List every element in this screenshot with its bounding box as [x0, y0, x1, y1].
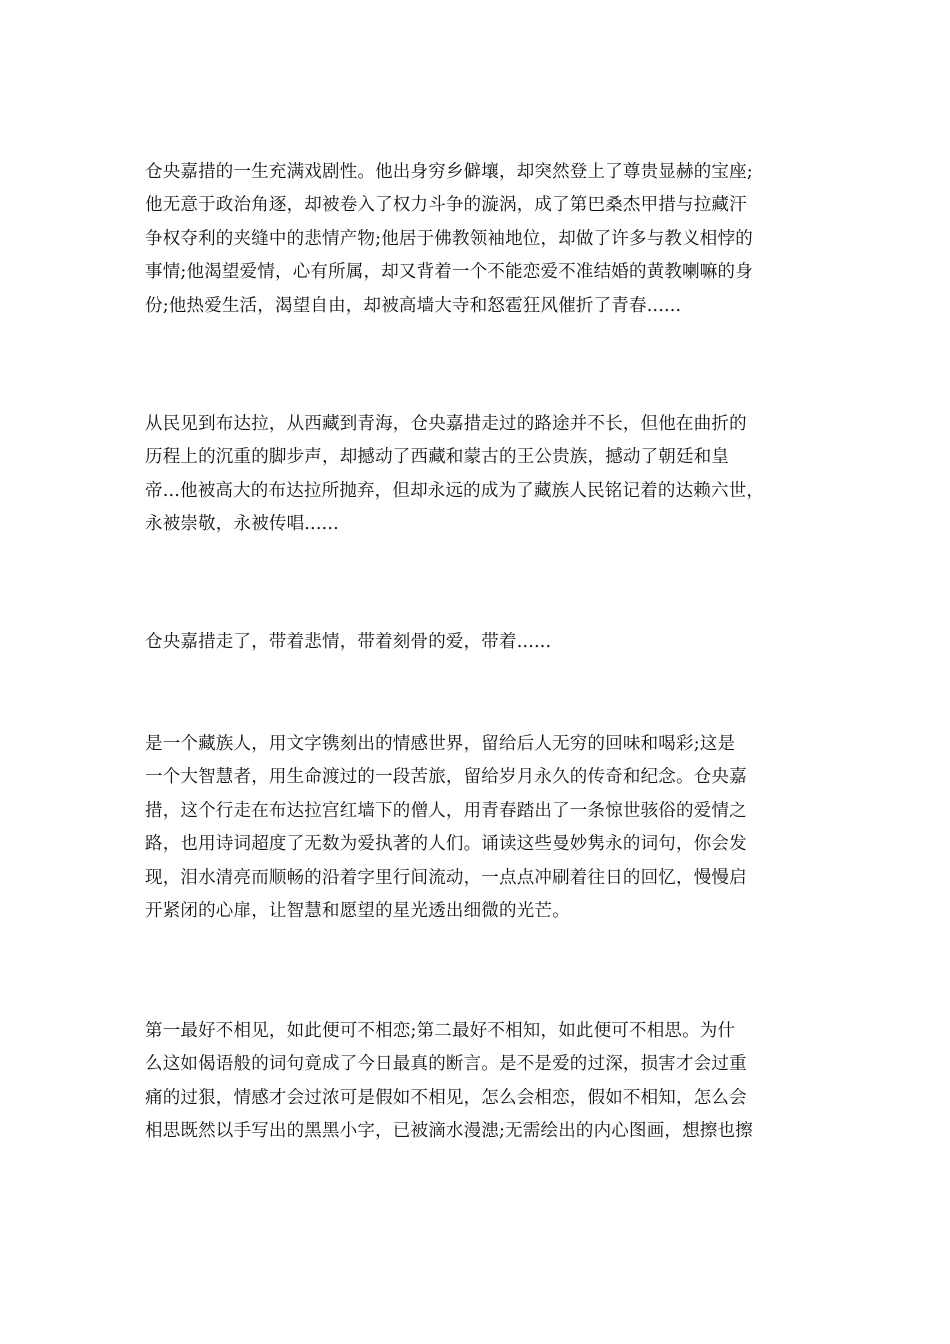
text-line: 措，这个行走在布达拉宫红墙下的僧人，用青春踏出了一条惊世骇俗的爱情之 [145, 800, 747, 821]
text-line: 争权夺利的夹缝中的悲情产物;他居于佛教领袖地位，却做了许多与教义相悖的 [145, 228, 753, 249]
text-line: 仓央嘉措的一生充满戏剧性。他出身穷乡僻壤，却突然登上了尊贵显赫的宝座; [145, 162, 753, 182]
text-line: 帝...他被高大的布达拉所抛弃，但却永远的成为了藏族人民铭记着的达赖六世， [145, 480, 765, 501]
text-line: 他无意于政治角逐，却被卷入了权力斗争的漩涡，成了第巴桑杰甲措与拉藏汗 [145, 195, 747, 216]
text-line: 开紧闭的心扉，让智慧和愿望的星光透出细微的光芒。 [145, 901, 570, 922]
paragraph-2 [145, 408, 817, 542]
paragraph-4 [145, 728, 817, 928]
paragraph-3 [145, 626, 817, 659]
text-line: 份;他热爱生活，渴望自由，却被高墙大寺和怒雹狂风催折了青春...... [145, 295, 682, 316]
text-line: 永被崇敬，永被传唱...... [145, 514, 339, 535]
text-line: 历程上的沉重的脚步声，却撼动了西藏和蒙古的王公贵族，撼动了朝廷和皇 [145, 447, 730, 468]
text-line: 路，也用诗词超度了无数为爱执著的人们。诵读这些曼妙隽永的词句，你会发 [145, 834, 747, 855]
text-line: 仓央嘉措走了，带着悲情，带着刻骨的爱，带着...... [145, 632, 552, 652]
text-line: 相思既然以手写出的黑黑小字，已被滴水漫漶;无需绘出的内心图画，想擦也擦 [145, 1121, 753, 1142]
text-line: 一个大智慧者，用生命渡过的一段苦旅，留给岁月永久的传奇和纪念。仓央嘉 [145, 767, 747, 788]
text-line: 现，泪水清亮而顺畅的沿着字里行间流动，一点点冲刷着往日的回忆，慢慢启 [145, 867, 747, 888]
text-line: 是一个藏族人，用文字镌刻出的情感世界，留给后人无穷的回味和喝彩;这是 [145, 734, 736, 754]
text-line: 第一最好不相见，如此便可不相恋;第二最好不相知，如此便可不相思。为什 [145, 1021, 736, 1041]
text-line: 么这如偈语般的词句竟成了今日最真的断言。是不是爱的过深，损害才会过重 [145, 1054, 747, 1075]
paragraph-1 [145, 156, 817, 323]
text-line: 从民见到布达拉，从西藏到青海，仓央嘉措走过的路途并不长，但他在曲折的 [145, 414, 747, 434]
paragraph-5 [145, 1015, 817, 1149]
text-line: 事情;他渴望爱情，心有所属，却又背着一个不能恋爱不准结婚的黄教喇嘛的身 [145, 262, 753, 283]
text-line: 痛的过狠，情感才会过浓可是假如不相见，怎么会相恋，假如不相知，怎么会 [145, 1087, 747, 1108]
